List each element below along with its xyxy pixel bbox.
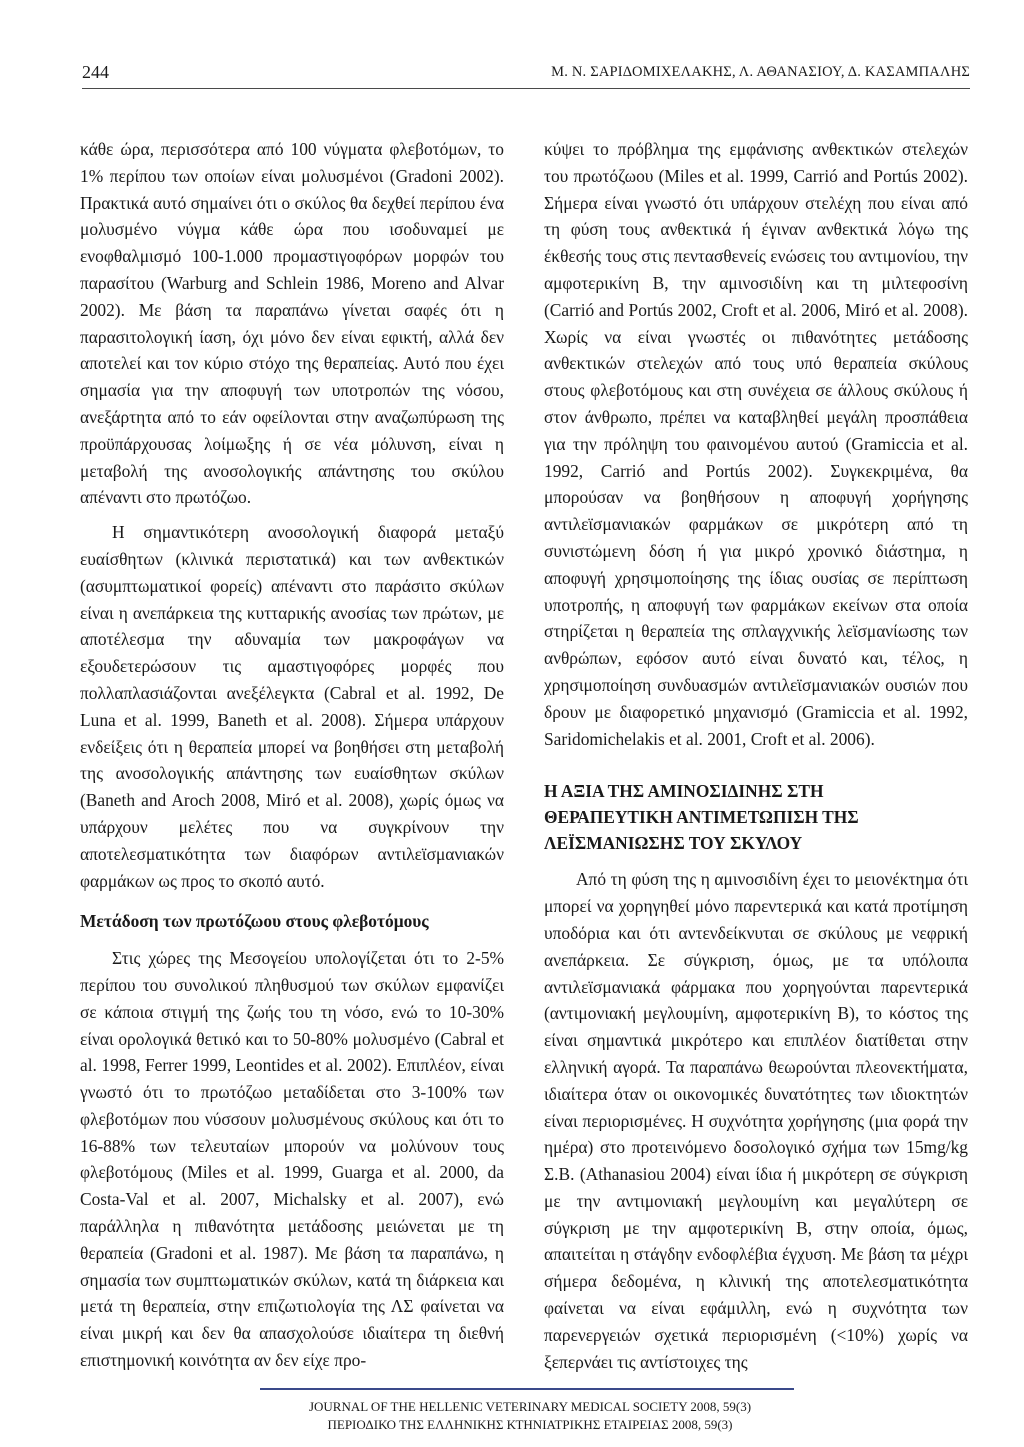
body-paragraph: Από τη φύση της η αμινοσιδίνη έχει το μειονέκτημα ότι μπορεί να χορηγηθεί μόνο παρεντερικά και κατά προτίμηση υποδόρια και ότι αντενδείκνυται σε σκύλους με νεφρική ανεπάρκεια. Σε σύγκριση, όμως, με τα υπόλοιπα αντιλεϊσμανιακά φάρμακα που χορηγούνται παρεντερικά (αντιμονιακή μεγλουμίνη, αμφοτερικίνη Β), το κόστος της είναι σημαντικά μικρότερο και επιπλέον διατίθεται στην ελληνική αγορά. Τα παραπάνω θεωρούνται πλεονεκτήματα, ιδιαίτερα όταν οι οικονομικές δυνατότητες των ιδιοκτητών είναι περιορισμένες. Η συχνότητα χορήγησης (μια φορά την ημέρα) στο προτεινόμενο δοσολογικό σχήμα των 15mg/kg Σ.Β. (Athanasiou 2004) είναι ίδια ή μικρότερη σε σύγκριση με την αντιμονιακή μεγλουμίνη και μεγαλύτερη σε σύγκριση με την αμφοτερικίνη Β, στην οποία, όμως, απαιτείται η στάγδην ενδοφλέβια έγχυση. Με βάση τα μέχρι σήμερα δεδομένα, η κλινική της αποτελεσματικότητα φαίνεται να είναι εφάμιλλη, ενώ η συχνότητα των παρενεργειών σχετικά περιορισμένη (<10%) χωρίς να ξεπερνάει τις αντίστοιχες της <box>544 869 968 1372</box>
body-paragraph: κύψει το πρόβλημα της εμφάνισης ανθεκτικών στελεχών του πρωτόζωου (Miles et al. 1999, Carrió and Portús 2002). Σήμερα είναι γνωστό ότι υπάρχουν στελέχη που είναι από τη φύση τους ανθεκτικά ή έγιναν ανθεκτικά λόγω της έκθεσής τους στις πεντασθενείς ενώσεις του αντιμονίου, την αμφοτερικίνη Β, την αμινοσιδίνη και τη μιλτεφοσίνη (Carrió and Portús 2002, Croft et al. 2006, Miró et al. 2008). Χωρίς να είναι γνωστές οι πιθανότητες μετάδοσης ανθεκτικών στελεχών από τους υπό θεραπεία σκύλους στους φλεβοτόμους και στη συνέχεια σε άλλους σκύλους ή στον άνθρωπο, πρέπει να καταβληθεί μεγάλη προσπάθεια για την πρόληψη του φαινομένου αυτού (Gramiccia et al. 1992, Carrió and Portús 2002). Συγκεκριμένα, θα μπορούσαν να βοηθήσουν η αποφυγή χορήγησης αντιλεϊσμανιακών φαρμάκων σε μικρότερη από τη συνιστώμενη δόση ή για μικρό χρονικό διάστημα, η αποφυγή χρησιμοποίησης της ίδιας ουσίας σε περίπτωση υποτροπής, η αποφυγή των φαρμάκων εκείνων στα οποία στηρίζεται η θεραπεία της σπλαγχνικής λεϊσμανίωσης των ανθρώπων, εφόσον αυτό είναι δυνατό και, τέλος, η χρησιμοποίηση συνδυασμών αντιλεϊσμανιακών ουσιών που δρουν με διαφορετικό μηχανισμό (Gramiccia et al. 1992, Saridomichelakis et al. 2001, Croft et al. 2006). <box>544 139 968 749</box>
section-heading <box>544 778 968 856</box>
body-paragraph: κάθε ώρα, περισσότερα από 100 νύγματα φλεβοτόμων, το 1% περίπου των οποίων είναι μολυσμένοι (Gradoni 2002). Πρακτικά αυτό σημαίνει ότι ο σκύλος θα δεχθεί περίπου ένα μολυσμένο νύγμα κάθε ώρα που ισοδυναμεί με ενοφθαλμισμό 100-1.000 προμαστιγοφόρων μορφών του παρασίτου (Warburg and Schlein 1986, Moreno and Alvar 2002). Με βάση τα παραπάνω γίνεται σαφές ότι η παρασιτολογική ίαση, όχι μόνο δεν είναι εφικτή, αλλά δεν αποτελεί και τον κύριο στόχο της θεραπείας. Αυτό που έχει σημασία για την αποφυγή των υποτροπών της νόσου, ανεξάρτητα από το εάν οφείλονται στην αναζωπύρωση της προϋπάρχουσας λοίμωξης ή σε νέα μόλυνση, είναι η μεταβολή της ανοσολογικής απάντησης του σκύλου απέναντι στο πρωτόζωο. <box>80 139 504 508</box>
body-paragraph: Η σημαντικότερη ανοσολογική διαφορά μεταξύ ευαίσθητων (κλινικά περιστατικά) και των ανθεκτικών (ασυμπτωματικοί φορείς) απέναντι στο παράσιτο σκύλων είναι η ανεπάρκεια της κυτταρικής ανοσίας των πρώτων, με αποτέλεσμα την αδυναμία των μακροφάγων να εξουδετερώσουν τις αμαστιγοφόρες μορφές που πολλαπλασιάζονται ανεξέλεγκτα (Cabral et al. 1992, De Luna et al. 1999, Baneth et al. 2008). Σήμερα υπάρχουν ενδείξεις ότι η θεραπεία μπορεί να βοηθήσει στη μεταβολή της ανοσολογικής απάντησης των ευαίσθητων σκύλων (Baneth and Aroch 2008, Miró et al. 2008), χωρίς όμως να υπάρχουν μελέτες που να συγκρίνουν την αποτελεσματικότητα των διαφόρων αντιλεϊσμανιακών φαρμάκων ως προς το σκοπό αυτό. <box>80 522 504 891</box>
header-divider <box>82 88 970 89</box>
body-paragraph: Στις χώρες της Μεσογείου υπολογίζεται ότι το 2-5% περίπου του συνολικού πληθυσμού των σκύλων εμφανίζει σε κάποια στιγμή της ζωής του τη νόσο, ενώ το 10-30% είναι ορολογικά θετικό και το 50-80% μολυσμένο (Cabral et al. 1998, Ferrer 1999, Leontides et al. 2002). Επιπλέον, είναι γνωστό ότι το πρωτόζωο μεταδίδεται στο 3-100% των φλεβοτόμων που νύσσουν μολυσμένους σκύλους και ότι το 16-88% των τελευταίων μπορούν να μολύνουν τους φλεβοτόμους (Miles et al. 1999, Guarga et al. 2000, da Costa-Val et al. 2007, Michalsky et al. 2007), ενώ παράλληλα η πιθανότητα μετάδοσης μειώνεται με τη θεραπεία (Gradoni et al. 1987). Με βάση τα παραπάνω, η σημασία των συμπτωματικών σκύλων, κατά τη διάρκεια και μετά τη θεραπεία, στην επιζωτιολογία της ΛΣ φαίνεται να είναι μικρή και δεν θα απασχολούσε ιδιαίτερα τη διεθνή επιστημονική κοινότητα αν δεν είχε προ- <box>80 948 504 1371</box>
running-head-authors: Μ. Ν. ΣΑΡΙΔΟΜΙΧΕΛΑΚΗΣ, Λ. ΑΘΑΝΑΣΙΟΥ, Δ. ΚΑΣΑΜΠΑΛΗΣ <box>551 64 970 80</box>
footer-journal-greek: ΠΕΡΙΟΔΙΚΟ ΤΗΣ ΕΛΛΗΝΙΚΗΣ ΚΤΗΝΙΑΤΡΙΚΗΣ ΕΤΑΙΡΕΙΑΣ 2008, 59(3) <box>327 1417 733 1432</box>
subsection-heading: Μετάδοση των πρωτόζωου στους φλεβοτόμους <box>80 911 429 932</box>
section-heading-line: ΘΕΡΑΠΕΥΤΙΚΗ ΑΝΤΙΜΕΤΩΠΙΣΗ ΤΗΣ <box>544 807 859 828</box>
section-heading-line: Η ΑΞΙΑ ΤΗΣ ΑΜΙΝΟΣΙΔΙΝΗΣ ΣΤΗ <box>544 781 824 802</box>
journal-footer <box>180 1398 880 1434</box>
footer-divider <box>260 1388 794 1390</box>
page-number: 244 <box>82 62 109 82</box>
page-header <box>82 62 970 90</box>
section-heading-line: ΛΕΪΣΜΑΝΙΩΣΗΣ ΤΟΥ ΣΚΥΛΟΥ <box>544 833 803 854</box>
footer-journal-english: JOURNAL OF THE HELLENIC VETERINARY MEDICAL SOCIETY 2008, 59(3) <box>308 1399 752 1414</box>
right-column <box>544 136 968 1375</box>
left-column <box>80 136 504 1374</box>
